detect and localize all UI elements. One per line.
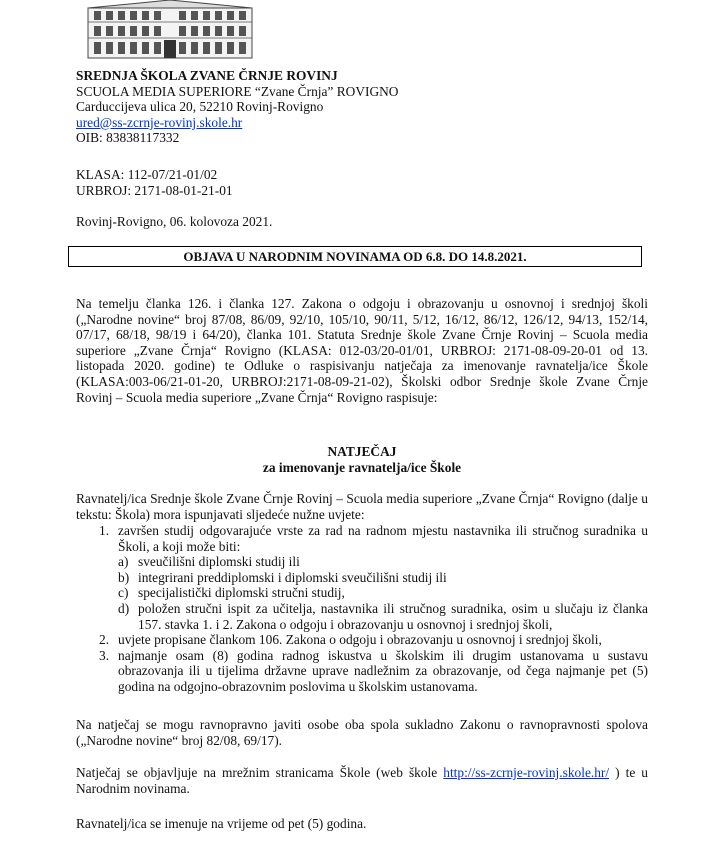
condition-text: završen studij odgovarajuće vrste za rad na radnom mjestu nastavnika ili stručnog suradnika u Školi, a koji može biti: (118, 523, 648, 554)
intro-paragraph: Na temelju članka 126. i članka 127. Zakona o odgoju i obrazovanju u osnovnoj i srednjoj školi („Narodne novine“ broj 87/08, 86/09, 92/10, 105/10, 90/11, 5/12, 16/12, 86/12, 126/12, 94/13, 152/14, 07/17, 68/18, 98/19 i 64/20), članka 101. Statuta Srednje škole Zvane Črnje Rovinj – Scuola media superiore „Zvane Črnja“ Rovigno (KLASA: 012-03/20-01/01, URBROJ: 2171-08-09-20-01 od 13. listopada 2020. godine) te Odluke o raspisivanju natječaja za imenovanje ravnatelja/ice Škole (KLASA:003-06/21-01-20, URBROJ:2171-08-09-21-02), Školski odbor Srednje škole Zvane Črnje Rovinj – Scuola media superiore „Zvane Črnja“ Rovigno raspisuje: (76, 296, 648, 405)
klasa: KLASA: 112-07/21-01/02 (76, 167, 218, 182)
condition-item (76, 648, 648, 695)
conditions-intro: Ravnatelj/ica Srednje škole Zvane Črnje Rovinj – Scuola media superiore „Zvane Črnja“ Rovigno (dalje u tekstu: Škola) mora ispunjavati sljedeće nužne uvjete: (76, 491, 648, 522)
conditions-list (76, 523, 648, 695)
sub-condition-item (76, 570, 648, 586)
condition-item (76, 523, 648, 554)
school-name-hr: SREDNJA ŠKOLA ZVANE ČRNJE ROVINJ (76, 68, 338, 83)
condition-text: najmanje osam (8) godina radnog iskustva u školskim ili drugim ustanovama u sustavu obrazovanja ili u tijelima državne uprave nadležnim za obrazovanje, od čega najmanje pet (5) godina na odgojno-obrazovnim poslovima u školskim ustanovama. (118, 647, 648, 694)
title-line-1: NATJEČAJ (327, 444, 397, 459)
title-line-2: za imenovanje ravnatelja/ice Škole (262, 459, 462, 475)
school-header (76, 68, 636, 146)
condition-text: uvjete propisane člankom 106. Zakona o odgoju i obrazovanju u osnovnoj i srednjoj školi, (118, 632, 602, 648)
condition-number: 1. (99, 523, 110, 538)
sub-condition-item (76, 601, 648, 632)
sub-condition-letter: c) (118, 585, 129, 601)
publish-paragraph (76, 765, 648, 796)
sub-condition-item (76, 554, 648, 570)
school-address: Carduccijeva ulica 20, 52210 Rovinj-Rovigno (76, 99, 324, 115)
school-website-link[interactable]: http://ss-zcrnje-rovinj.skole.hr/ (443, 765, 610, 780)
condition-number: 3. (99, 647, 110, 663)
school-name-it: SCUOLA MEDIA SUPERIORE “Zvane Črnja” ROVIGNO (76, 83, 399, 99)
publish-text-before: Natječaj se objavljuje na mrežnim stranicama Škole (web škole (76, 765, 444, 780)
term-paragraph: Ravnatelj/ica se imenuje na vrijeme od pet (5) godina. (76, 816, 367, 831)
place-date: Rovinj-Rovigno, 06. kolovoza 2021. (76, 214, 273, 229)
urbroj: URBROJ: 2171-08-01-21-01 (76, 182, 233, 198)
sub-condition-text: položen stručni ispit za učitelja, nastavnika ili stručnog suradnika, osim u slučaju iz članka 157. stavka 1. i 2. Zakona o odgoju i obrazovanju u osnovnoj i srednjoj školi, (138, 600, 648, 632)
sub-condition-item (76, 585, 648, 601)
document-title (76, 444, 648, 475)
school-email-link[interactable]: ured@ss-zcrnje-rovinj.skole.hr (76, 114, 243, 130)
sub-condition-letter: b) (118, 569, 130, 585)
reference-numbers (76, 167, 648, 198)
publication-banner: OBJAVA U NARODNIM NOVINAMA OD 6.8. DO 14.8.2021. (68, 246, 642, 267)
equality-paragraph: Na natječaj se mogu ravnopravno javiti osobe oba spola sukladno Zakonu o ravnopravnosti spolova („Narodne novine“ broj 82/08, 69/17). (76, 717, 648, 748)
school-oib: OIB: 83838117332 (76, 130, 180, 146)
sub-condition-text: integrirani preddiplomski i diplomski sveučilišni studij ili (138, 569, 447, 585)
school-building-logo (86, 0, 254, 62)
condition-number: 2. (99, 632, 110, 648)
condition-item (76, 632, 648, 648)
sub-condition-text: sveučilišni diplomski studij ili (138, 554, 300, 570)
publish-text-after: ) te u Narodnim novinama. (76, 765, 648, 796)
sub-condition-letter: d) (118, 600, 130, 616)
sub-condition-text: specijalistički diplomski stručni studij, (138, 585, 345, 601)
sub-condition-letter: a) (118, 554, 129, 570)
